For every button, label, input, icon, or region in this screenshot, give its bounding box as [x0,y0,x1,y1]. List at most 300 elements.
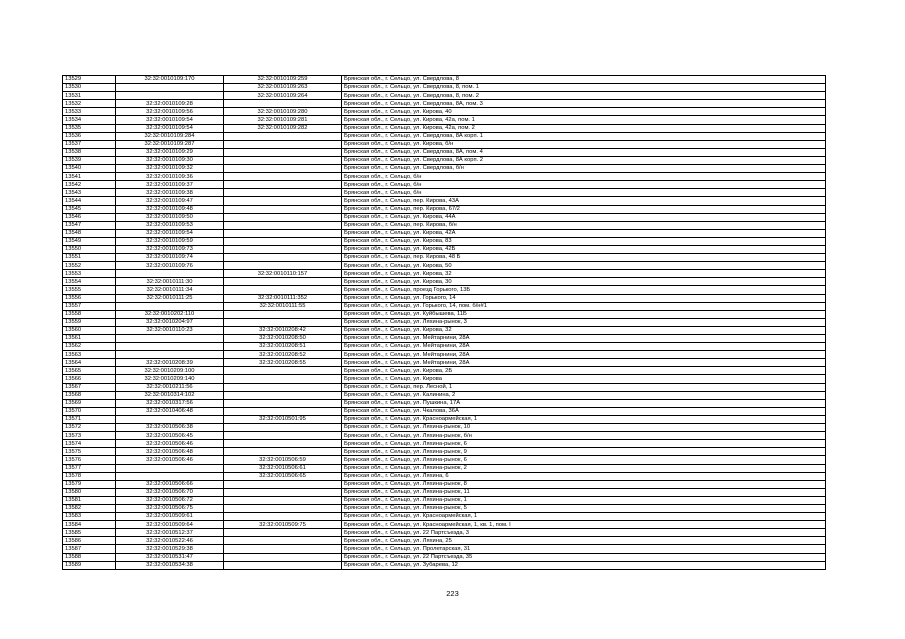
new-cadastral-number-cell [224,391,342,399]
table-row [63,165,826,173]
table-row [63,100,826,108]
new-cadastral-number-cell [224,310,342,318]
old-cadastral-number-cell: 32:32:0010111:25 [116,294,224,302]
old-cadastral-number-cell: 32:32:0010109:29 [116,148,224,156]
row-number-cell: 13554 [63,278,116,286]
table-row [63,173,826,181]
new-cadastral-number-cell [224,448,342,456]
old-cadastral-number-cell: 32:32:0010506:46 [116,440,224,448]
address-cell: Брянская обл., г. Сельцо, пер. Лесной, 1 [342,383,826,391]
address-cell: Брянская обл., г. Сельцо, ул. Свердлова, 8А, пом. 3 [342,100,826,108]
row-number-cell: 13544 [63,197,116,205]
row-number-cell: 13542 [63,181,116,189]
table-row [63,310,826,318]
row-number-cell: 13552 [63,262,116,270]
old-cadastral-number-cell: 32:32:0010209:100 [116,367,224,375]
address-cell: Брянская обл., г. Сельцо, ул. Ляхина-рынок, 8 [342,480,826,488]
old-cadastral-number-cell: 32:32:0010314:102 [116,391,224,399]
row-number-cell: 13582 [63,504,116,512]
new-cadastral-number-cell [224,529,342,537]
address-cell: Брянская обл., г. Сельцо, пер. Кирова, б/н [342,221,826,229]
address-cell: Брянская обл., г. Сельцо, ул. Ляхина-рынок, 5 [342,504,826,512]
row-number-cell: 13571 [63,415,116,423]
address-cell: Брянская обл., г. Сельцо, ул. 22 Партсъезда, 35 [342,553,826,561]
new-cadastral-number-cell [224,375,342,383]
table-row [63,262,826,270]
address-cell: Брянская обл., г. Сельцо, пер. Кирова, 67/2 [342,205,826,213]
table-row [63,391,826,399]
row-number-cell: 13532 [63,100,116,108]
address-cell: Брянская обл., г. Сельцо, ул. Калинина, 2 [342,391,826,399]
new-cadastral-number-cell [224,189,342,197]
old-cadastral-number-cell: 32:32:0010109:59 [116,237,224,245]
address-cell: Брянская обл., г. Сельцо, б/н [342,173,826,181]
old-cadastral-number-cell: 32:32:0010506:70 [116,488,224,496]
address-cell: Брянская обл., г. Сельцо, ул. Кирова, 30 [342,278,826,286]
new-cadastral-number-cell [224,383,342,391]
row-number-cell: 13545 [63,205,116,213]
old-cadastral-number-cell [116,464,224,472]
table-row [63,504,826,512]
old-cadastral-number-cell: 32:32:0010109:37 [116,181,224,189]
new-cadastral-number-cell [224,488,342,496]
new-cadastral-number-cell: 32:32:0010109:264 [224,92,342,100]
table-row [63,448,826,456]
row-number-cell: 13588 [63,553,116,561]
new-cadastral-number-cell [224,432,342,440]
row-number-cell: 13570 [63,407,116,415]
row-number-cell: 13589 [63,561,116,569]
old-cadastral-number-cell: 32:32:0010509:64 [116,521,224,529]
address-cell: Брянская обл., г. Сельцо, ул. Кирова, 32 [342,270,826,278]
address-cell: Брянская обл., г. Сельцо, ул. Свердлова, 8А корп. 2 [342,156,826,164]
row-number-cell: 13537 [63,140,116,148]
old-cadastral-number-cell: 32:32:0010534:38 [116,561,224,569]
new-cadastral-number-cell [224,545,342,553]
new-cadastral-number-cell [224,197,342,205]
new-cadastral-number-cell [224,513,342,521]
row-number-cell: 13547 [63,221,116,229]
row-number-cell: 13533 [63,108,116,116]
old-cadastral-number-cell [116,351,224,359]
table-row [63,496,826,504]
row-number-cell: 13586 [63,537,116,545]
table-row [63,245,826,253]
new-cadastral-number-cell [224,561,342,569]
row-number-cell: 13539 [63,156,116,164]
row-number-cell: 13564 [63,359,116,367]
row-number-cell: 13568 [63,391,116,399]
row-number-cell: 13572 [63,424,116,432]
address-cell: Брянская обл., г. Сельцо, ул. Ляхина, 25 [342,537,826,545]
table-row [63,237,826,245]
row-number-cell: 13574 [63,440,116,448]
old-cadastral-number-cell [116,92,224,100]
row-number-cell: 13538 [63,148,116,156]
new-cadastral-number-cell: 32:32:0010110:157 [224,270,342,278]
table-row [63,84,826,92]
row-number-cell: 13577 [63,464,116,472]
old-cadastral-number-cell: 32:32:0010506:46 [116,456,224,464]
new-cadastral-number-cell: 32:32:0010506:59 [224,456,342,464]
table-row [63,181,826,189]
row-number-cell: 13551 [63,254,116,262]
table-row [63,92,826,100]
new-cadastral-number-cell [224,229,342,237]
address-cell: Брянская обл., г. Сельцо, ул. Мейтарнини, 28А [342,359,826,367]
new-cadastral-number-cell [224,286,342,294]
row-number-cell: 13543 [63,189,116,197]
address-cell: Брянская обл., г. Сельцо, ул. Кирова, 83 [342,237,826,245]
table-row [63,205,826,213]
row-number-cell: 13576 [63,456,116,464]
table-row [63,148,826,156]
address-cell: Брянская обл., г. Сельцо, ул. Свердлова, б/н [342,165,826,173]
table-row [63,432,826,440]
address-cell: Брянская обл., г. Сельцо, ул. Ляхина-рынок, 9 [342,448,826,456]
cadastral-table-body [63,76,826,570]
table-row [63,359,826,367]
table-row [63,472,826,480]
new-cadastral-number-cell: 32:32:0010109:259 [224,76,342,84]
row-number-cell: 13541 [63,173,116,181]
old-cadastral-number-cell [116,335,224,343]
row-number-cell: 13536 [63,132,116,140]
old-cadastral-number-cell: 32:32:0010109:76 [116,262,224,270]
old-cadastral-number-cell [116,270,224,278]
old-cadastral-number-cell: 32:32:0010506:72 [116,496,224,504]
page-number: 223 [446,589,459,598]
row-number-cell: 13540 [63,165,116,173]
address-cell: Брянская обл., г. Сельцо, ул. Свердлова, 8, пом. 1 [342,84,826,92]
address-cell: Брянская обл., г. Сельцо, ул. Чкалова, 36А [342,407,826,415]
old-cadastral-number-cell: 32:32:0010506:48 [116,448,224,456]
row-number-cell: 13531 [63,92,116,100]
table-row [63,335,826,343]
table-row [63,254,826,262]
old-cadastral-number-cell: 32:32:0010211:56 [116,383,224,391]
table-row [63,415,826,423]
address-cell: Брянская обл., г. Сельцо, ул. Горького, 14 [342,294,826,302]
row-number-cell: 13587 [63,545,116,553]
row-number-cell: 13555 [63,286,116,294]
address-cell: Брянская обл., г. Сельцо, ул. Зубарева, 12 [342,561,826,569]
table-row [63,189,826,197]
address-cell: Брянская обл., г. Сельцо, ул. Ляхина-рынок, 11 [342,488,826,496]
address-cell: Брянская обл., г. Сельцо, ул. Ляхина-рынок, 2 [342,464,826,472]
new-cadastral-number-cell [224,504,342,512]
new-cadastral-number-cell: 32:32:0010208:51 [224,343,342,351]
new-cadastral-number-cell [224,407,342,415]
new-cadastral-number-cell: 32:32:0010208:52 [224,351,342,359]
new-cadastral-number-cell [224,537,342,545]
table-row [63,537,826,545]
address-cell: Брянская обл., г. Сельцо, ул. Ляхина-рынок, 1 [342,496,826,504]
table-row [63,213,826,221]
old-cadastral-number-cell: 32:32:0010109:56 [116,108,224,116]
new-cadastral-number-cell [224,440,342,448]
old-cadastral-number-cell: 32:32:0010109:74 [116,254,224,262]
table-row [63,294,826,302]
old-cadastral-number-cell: 32:32:0010109:54 [116,116,224,124]
old-cadastral-number-cell: 32:32:0010109:170 [116,76,224,84]
new-cadastral-number-cell: 32:32:0010208:50 [224,335,342,343]
row-number-cell: 13581 [63,496,116,504]
old-cadastral-number-cell: 32:32:0010109:284 [116,132,224,140]
cadastral-table [62,75,826,570]
row-number-cell: 13559 [63,318,116,326]
address-cell: Брянская обл., г. Сельцо, ул. Пролетарская, 31 [342,545,826,553]
address-cell: Брянская обл., г. Сельцо, ул. Красноармейская, 1 [342,513,826,521]
new-cadastral-number-cell: 32:32:0010109:281 [224,116,342,124]
old-cadastral-number-cell: 32:32:0010109:54 [116,229,224,237]
table-row [63,326,826,334]
row-number-cell: 13566 [63,375,116,383]
new-cadastral-number-cell: 32:32:0010509:75 [224,521,342,529]
old-cadastral-number-cell: 32:32:0010208:39 [116,359,224,367]
old-cadastral-number-cell: 32:32:0010529:38 [116,545,224,553]
row-number-cell: 13580 [63,488,116,496]
address-cell: Брянская обл., г. Сельцо, ул. Кирова, 42а, пом. 2 [342,124,826,132]
table-row [63,561,826,569]
address-cell: Брянская обл., г. Сельцо, ул. Ляхина-рынок, 6 [342,440,826,448]
row-number-cell: 13567 [63,383,116,391]
address-cell: Брянская обл., г. Сельцо, ул. Кирова, 42а, пом. 1 [342,116,826,124]
new-cadastral-number-cell [224,245,342,253]
row-number-cell: 13563 [63,351,116,359]
old-cadastral-number-cell: 32:32:0010109:50 [116,213,224,221]
new-cadastral-number-cell [224,156,342,164]
old-cadastral-number-cell: 32:32:0010522:46 [116,537,224,545]
new-cadastral-number-cell: 32:32:0010506:65 [224,472,342,480]
table-row [63,197,826,205]
address-cell: Брянская обл., г. Сельцо, б/н [342,181,826,189]
old-cadastral-number-cell: 32:32:0010406:48 [116,407,224,415]
address-cell: Брянская обл., г. Сельцо, ул. Свердлова, 8 [342,76,826,84]
new-cadastral-number-cell [224,496,342,504]
address-cell: Брянская обл., г. Сельцо, ул. Пушкина, 17А [342,399,826,407]
old-cadastral-number-cell: 32:32:0010109:47 [116,197,224,205]
old-cadastral-number-cell: 32:32:0010109:53 [116,221,224,229]
old-cadastral-number-cell: 32:32:0010506:66 [116,480,224,488]
table-row [63,383,826,391]
address-cell: Брянская обл., г. Сельцо, ул. 22 Партсъезда, 3 [342,529,826,537]
old-cadastral-number-cell [116,472,224,480]
row-number-cell: 13569 [63,399,116,407]
row-number-cell: 13585 [63,529,116,537]
new-cadastral-number-cell: 32:32:0010109:280 [224,108,342,116]
table-row [63,367,826,375]
old-cadastral-number-cell: 32:32:0010110:23 [116,326,224,334]
table-row [63,286,826,294]
address-cell: Брянская обл., г. Сельцо, ул. Свердлова, 8А, пом. 4 [342,148,826,156]
new-cadastral-number-cell [224,173,342,181]
row-number-cell: 13565 [63,367,116,375]
old-cadastral-number-cell: 32:32:0010509:61 [116,513,224,521]
table-row [63,76,826,84]
address-cell: Брянская обл., г. Сельцо, ул. Свердлова, 8, пом. 2 [342,92,826,100]
address-cell: Брянская обл., г. Сельцо, ул. Кирова, 40 [342,108,826,116]
table-row [63,351,826,359]
table-row [63,229,826,237]
new-cadastral-number-cell [224,480,342,488]
table-row [63,108,826,116]
new-cadastral-number-cell: 32:32:0010109:282 [224,124,342,132]
row-number-cell: 13557 [63,302,116,310]
new-cadastral-number-cell [224,205,342,213]
address-cell: Брянская обл., г. Сельцо, ул. Кирова, б/н [342,140,826,148]
table-row [63,553,826,561]
row-number-cell: 13550 [63,245,116,253]
table-row [63,488,826,496]
new-cadastral-number-cell: 32:32:0010109:263 [224,84,342,92]
new-cadastral-number-cell [224,148,342,156]
table-row [63,343,826,351]
new-cadastral-number-cell [224,254,342,262]
old-cadastral-number-cell: 32:32:0010531:47 [116,553,224,561]
old-cadastral-number-cell: 32:32:0010506:38 [116,424,224,432]
row-number-cell: 13575 [63,448,116,456]
address-cell: Брянская обл., г. Сельцо, пер. Кирова, 43А [342,197,826,205]
row-number-cell: 13548 [63,229,116,237]
new-cadastral-number-cell: 32:32:0010506:61 [224,464,342,472]
address-cell: Брянская обл., г. Сельцо, ул. Кирова, 32 [342,326,826,334]
old-cadastral-number-cell: 32:32:0010109:30 [116,156,224,164]
old-cadastral-number-cell: 32:32:0010109:38 [116,189,224,197]
old-cadastral-number-cell: 32:32:0010109:48 [116,205,224,213]
address-cell: Брянская обл., г. Сельцо, ул. Ляхина-рынок, 3 [342,318,826,326]
table-row [63,116,826,124]
row-number-cell: 13578 [63,472,116,480]
table-row [63,270,826,278]
row-number-cell: 13535 [63,124,116,132]
new-cadastral-number-cell [224,424,342,432]
row-number-cell: 13579 [63,480,116,488]
row-number-cell: 13534 [63,116,116,124]
old-cadastral-number-cell: 32:32:0010109:36 [116,173,224,181]
new-cadastral-number-cell [224,140,342,148]
old-cadastral-number-cell: 32:32:0010109:32 [116,165,224,173]
row-number-cell: 13556 [63,294,116,302]
old-cadastral-number-cell: 32:32:0010506:75 [116,504,224,512]
address-cell: Брянская обл., г. Сельцо, ул. Горького, 14, пом. б/н#1 [342,302,826,310]
new-cadastral-number-cell: 32:32:0010501:95 [224,415,342,423]
new-cadastral-number-cell [224,553,342,561]
table-row [63,407,826,415]
address-cell: Брянская обл., г. Сельцо, ул. Мейтарнини, 28А [342,335,826,343]
row-number-cell: 13584 [63,521,116,529]
table-row [63,521,826,529]
table-row [63,464,826,472]
address-cell: Брянская обл., г. Сельцо, ул. Мейтарнини, 28А [342,351,826,359]
old-cadastral-number-cell: 32:32:0010512:37 [116,529,224,537]
old-cadastral-number-cell: 32:32:0010202:110 [116,310,224,318]
table-row [63,529,826,537]
table-row [63,440,826,448]
address-cell: Брянская обл., г. Сельцо, ул. Красноармейская, 1 [342,415,826,423]
old-cadastral-number-cell: 32:32:0010209:140 [116,375,224,383]
old-cadastral-number-cell: 32:32:0010109:28 [116,100,224,108]
new-cadastral-number-cell: 32:32:0010111:55 [224,302,342,310]
address-cell: Брянская обл., г. Сельцо, ул. Кирова [342,375,826,383]
new-cadastral-number-cell [224,213,342,221]
new-cadastral-number-cell [224,318,342,326]
new-cadastral-number-cell [224,399,342,407]
table-row [63,156,826,164]
new-cadastral-number-cell [224,165,342,173]
address-cell: Брянская обл., г. Сельцо, б/н [342,189,826,197]
table-row [63,318,826,326]
new-cadastral-number-cell: 32:32:0010208:55 [224,359,342,367]
table-row [63,124,826,132]
row-number-cell: 13562 [63,343,116,351]
table-row [63,513,826,521]
old-cadastral-number-cell [116,84,224,92]
old-cadastral-number-cell: 32:32:0010109:73 [116,245,224,253]
address-cell: Брянская обл., г. Сельцо, ул. Кирова, 50 [342,262,826,270]
old-cadastral-number-cell: 32:32:0010204:97 [116,318,224,326]
old-cadastral-number-cell: 32:32:0010317:56 [116,399,224,407]
new-cadastral-number-cell: 32:32:0010111:352 [224,294,342,302]
row-number-cell: 13583 [63,513,116,521]
new-cadastral-number-cell [224,278,342,286]
new-cadastral-number-cell: 32:32:0010208:42 [224,326,342,334]
row-number-cell: 13561 [63,335,116,343]
new-cadastral-number-cell [224,221,342,229]
old-cadastral-number-cell [116,302,224,310]
new-cadastral-number-cell [224,181,342,189]
table-row [63,132,826,140]
old-cadastral-number-cell [116,343,224,351]
address-cell: Брянская обл., г. Сельцо, ул. Красноармейская, 1, кв. 1, пом. I [342,521,826,529]
row-number-cell: 13573 [63,432,116,440]
old-cadastral-number-cell: 32:32:0010111:30 [116,278,224,286]
old-cadastral-number-cell [116,415,224,423]
address-cell: Брянская обл., г. Сельцо, ул. Куйбышева, 11Б [342,310,826,318]
address-cell: Брянская обл., г. Сельцо, ул. Кирова, 42Б [342,245,826,253]
old-cadastral-number-cell: 32:32:0010111:34 [116,286,224,294]
new-cadastral-number-cell [224,367,342,375]
row-number-cell: 13560 [63,326,116,334]
address-cell: Брянская обл., г. Сельцо, пер. Кирова, 48 Б [342,254,826,262]
table-row [63,399,826,407]
new-cadastral-number-cell [224,262,342,270]
table-row [63,278,826,286]
row-number-cell: 13549 [63,237,116,245]
row-number-cell: 13553 [63,270,116,278]
address-cell: Брянская обл., г. Сельцо, ул. Ляхина-рынок, 6 [342,456,826,464]
new-cadastral-number-cell [224,100,342,108]
table-row [63,302,826,310]
old-cadastral-number-cell: 32:32:0010109:54 [116,124,224,132]
table-row [63,424,826,432]
address-cell: Брянская обл., г. Сельцо, ул. Ляхина-рынок, б/н [342,432,826,440]
row-number-cell: 13530 [63,84,116,92]
row-number-cell: 13529 [63,76,116,84]
table-row [63,545,826,553]
address-cell: Брянская обл., г. Сельцо, ул. Свердлова, 8А корп. 1 [342,132,826,140]
address-cell: Брянская обл., г. Сельцо, проезд Горького, 13Б [342,286,826,294]
address-cell: Брянская обл., г. Сельцо, ул. Кирова, 2Б [342,367,826,375]
table-row [63,480,826,488]
address-cell: Брянская обл., г. Сельцо, ул. Кирова, 44А [342,213,826,221]
address-cell: Брянская обл., г. Сельцо, ул. Мейтарнини, 28А [342,343,826,351]
table-row [63,456,826,464]
old-cadastral-number-cell: 32:32:0010506:45 [116,432,224,440]
table-row [63,375,826,383]
new-cadastral-number-cell [224,132,342,140]
address-cell: Брянская обл., г. Сельцо, ул. Ляхина, 6 [342,472,826,480]
